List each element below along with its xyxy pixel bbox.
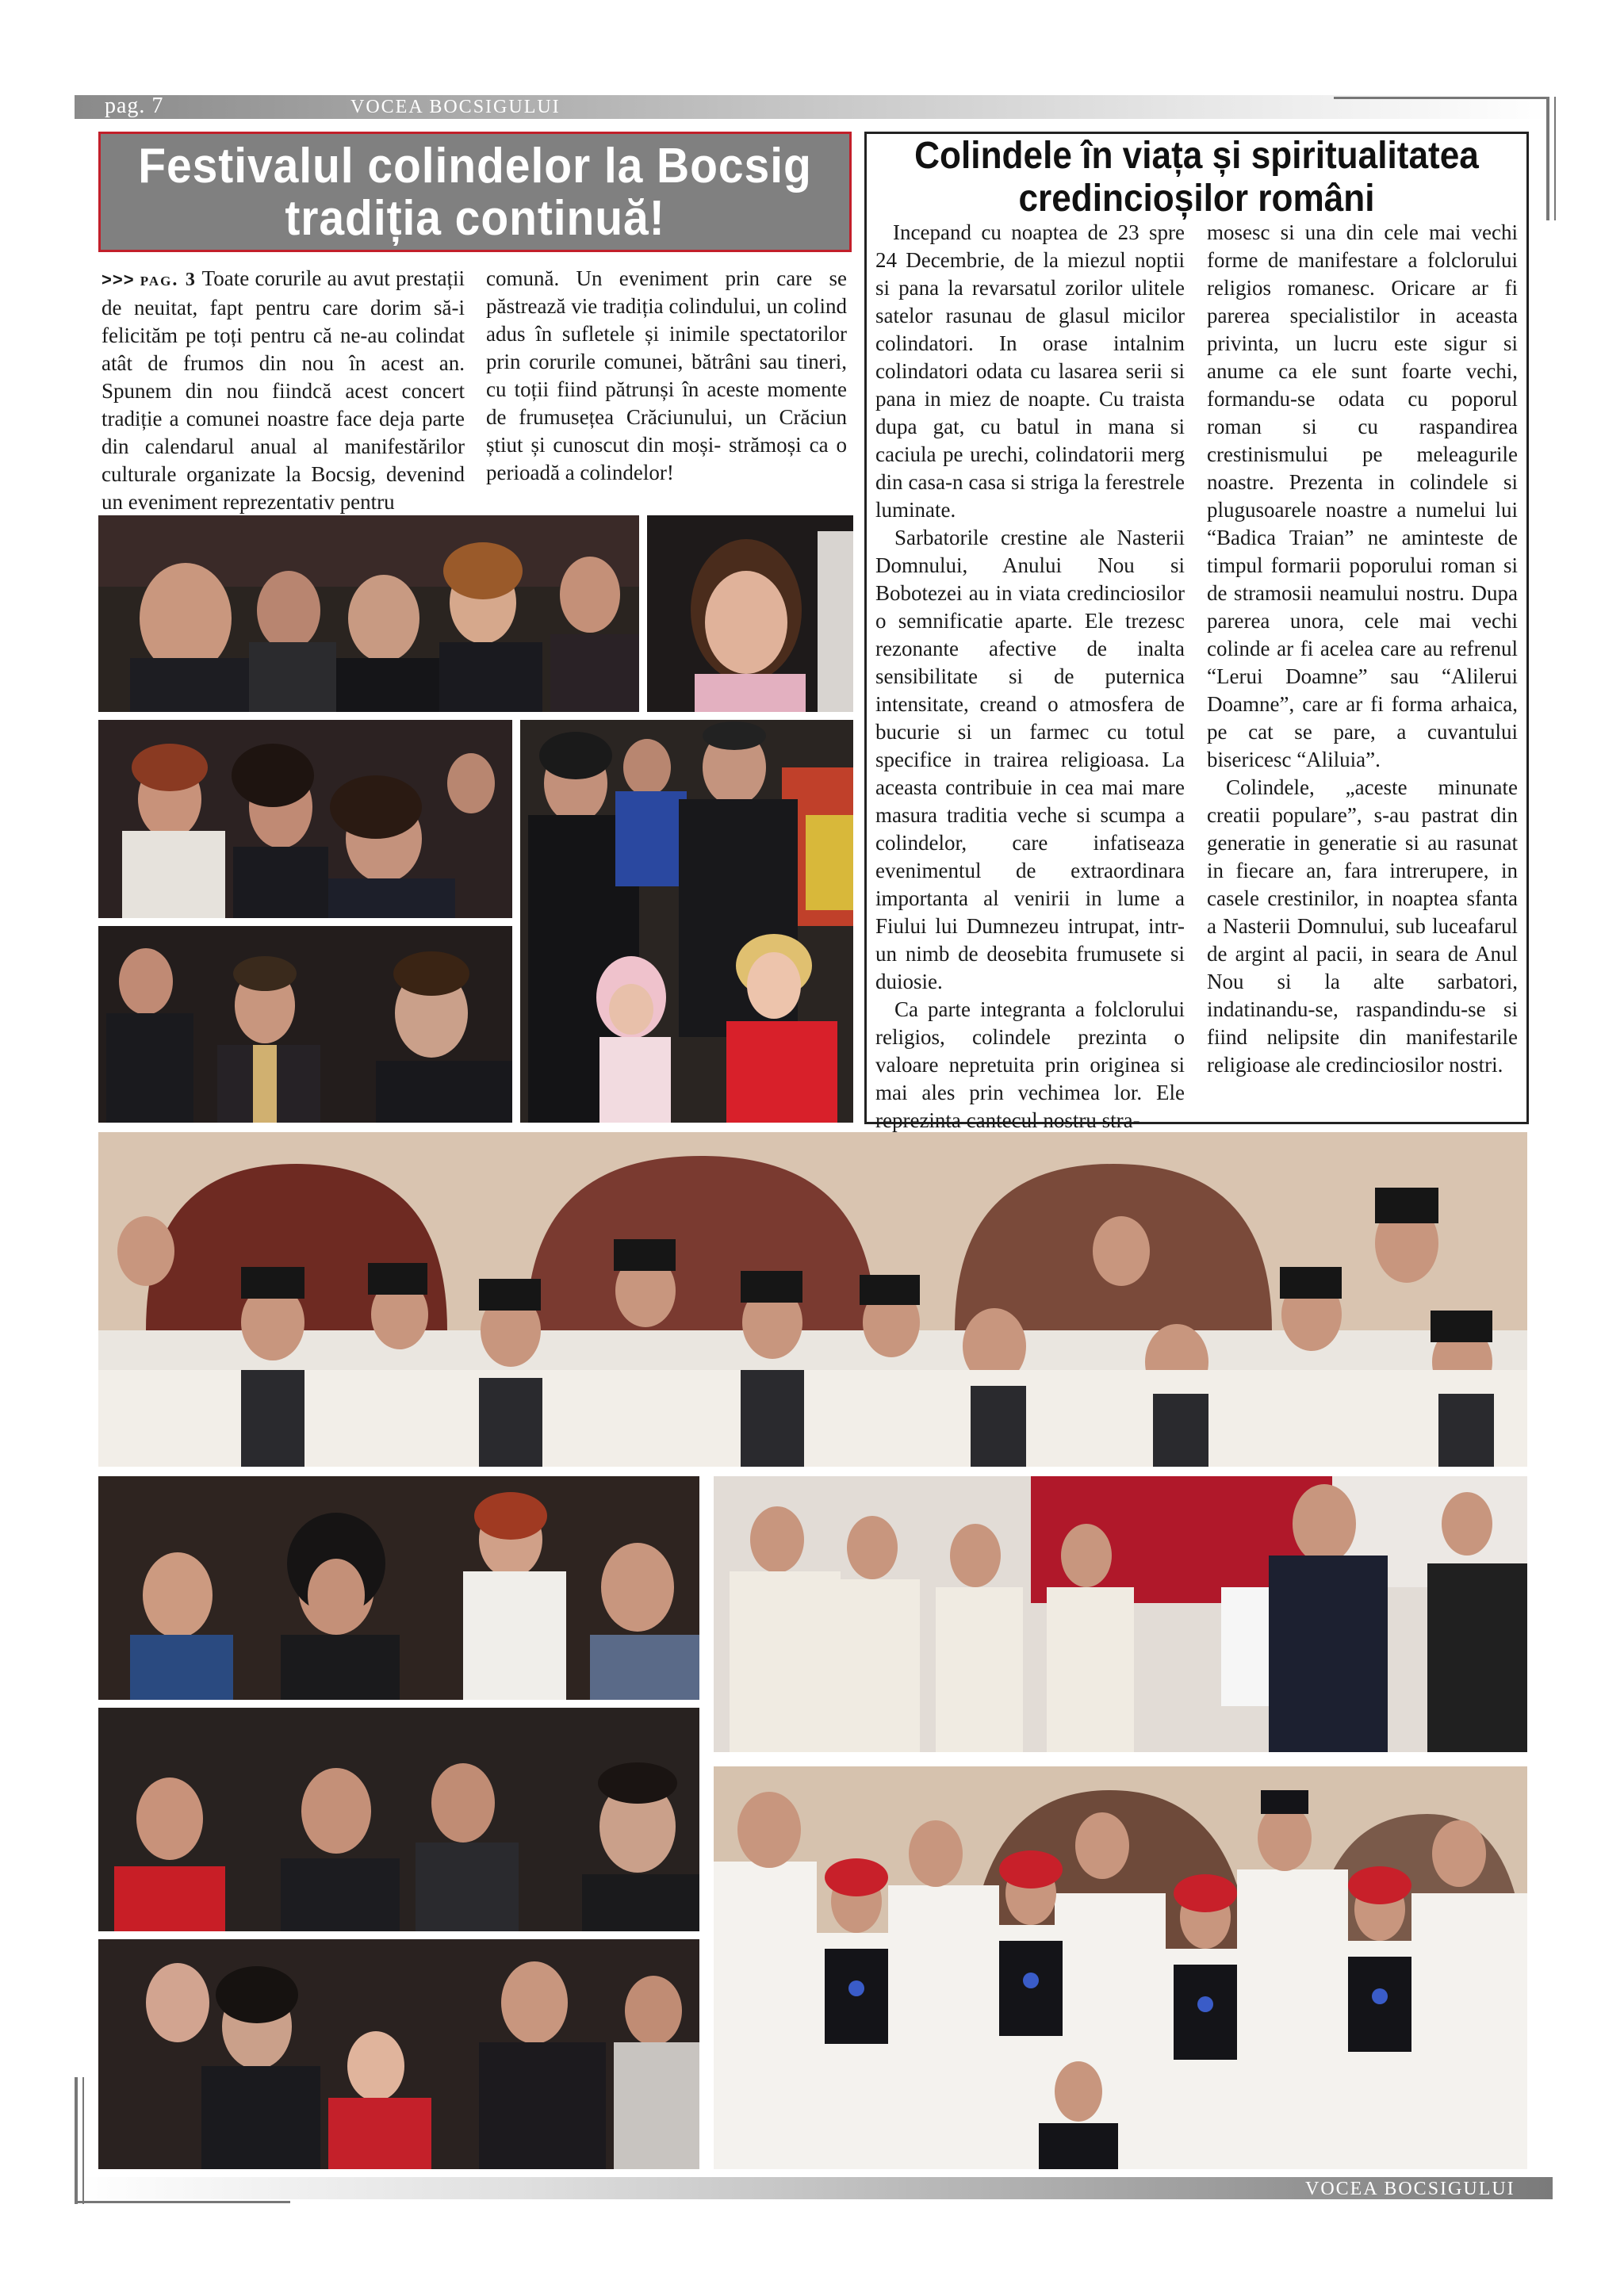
right-article-column-1 <box>875 219 1185 1135</box>
footer-publication-name: VOCEA BOCSIGULUI <box>1305 2179 1515 2199</box>
right-paragraph: Colindele, „aceste minunate creatii populare”, s-au pastrat din generatie in generatie si au rasunat in fiecare an, fara intreruperе, in casele crestinilor, in noaptea sfanta a Nasterii Domnului, sub luceafarul de argint al pacii, in seara de Anul Nou si la alte sarbatori, indatinandu-se, raspandindu-se si fiind nelipsite din manifestarile religioase ale credinciosilor nostri. <box>1207 775 1518 1077</box>
photo-youth-folk-costumes <box>714 1766 1527 2169</box>
photo-audience-front-row <box>98 515 639 712</box>
right-paragraph: Incepand cu noaptea de 23 spre 24 Decembrie, de la miezul noptii si pana la revarsatul zorilor ulitele satelor rasunau de glasul micilor colindatori. In orase intalnim colindatori odata cu lasarea serii si pana in miez de noapte. Cu traista dupa gat, cu batul in mana si caciula pe urechi, colindatorii merg din casa-n casa si striga la ferestrele luminate. <box>875 220 1185 522</box>
footer-corner-rule-vertical <box>75 2077 78 2204</box>
photo-audience-men-red-jacket <box>98 1708 699 1931</box>
photo-audience-families <box>98 1476 699 1700</box>
continuation-page-ref: pag. 3 <box>140 270 197 290</box>
left-article-column-2: comună. Un eveniment prin care se păstrează vie tradiția colindului, un colind adus în sufletele și inimile spectatorilor prin corurile comunei, bătrâni sau tineri, cu toții fiind pătrunși în aceste momente de frumusețea Crăciunului, un Crăciun știut și cunoscut din moși- strămoși ca o perioadă a colindelor! <box>486 266 847 484</box>
photo-audience-children <box>98 1939 699 2169</box>
left-title-line-1: Festivalul colindelor la Bocsig <box>138 139 812 193</box>
left-article-title <box>131 134 819 245</box>
right-paragraph: Ca parte integranta a folclorului religios, colindele prezinta o valoare nepretuita prin originea si mai ales prin vechimea lor. Ele reprezinta cantecul nostru stra- <box>875 997 1185 1132</box>
footer-corner-rule-vertical-thin <box>82 2077 84 2204</box>
photo-carolers-group <box>98 1132 1527 1467</box>
left-title-line-2: tradiția continuă! <box>285 191 665 246</box>
right-title-line-2: credincioșilor români <box>1018 178 1375 220</box>
left-article-column-1 <box>102 265 465 516</box>
right-paragraph: mosesc si una din cele mai vechi forme de manifestare a folclorului religios romanesc. Oricare ar fi parerea specialistilor in aceasta privinta, un lucru este sigur si anume ca ele sunt foarte vechi, formandu-se odata cu poporul roman si cu raspandirea crestinismului pe meleagurile noastre. Prezenta in colindele si plugusoarele noastre a numelui lui “Badica Traian” ne aminteste de timpul formarii poporului roman si de stramosii neamului nostru. Dupa parerea unora, cele mai vechi colinde ar fi acelea care au refrenul “Lerui Doamne” sau “Alilerui Doamne”, care ar fi forma arhaica, pe cat se pare, a cuvantului bisericesc “Aliluia”. <box>1207 220 1518 771</box>
continuation-arrows: >>> <box>102 270 135 289</box>
photo-family-with-children <box>520 720 853 1123</box>
header-corner-rule-vertical <box>1546 97 1549 220</box>
photo-audience-men <box>98 926 512 1123</box>
right-title-line-1: Colindele în viața și spiritualitatea <box>914 135 1479 177</box>
header-publication-name: VOCEA BOCSIGULUI <box>350 97 561 117</box>
right-article-column-2 <box>1207 219 1518 1079</box>
header-band <box>75 95 1553 119</box>
photo-girl-smiling <box>647 515 853 712</box>
photo-audience-women <box>98 720 512 918</box>
footer-corner-rule <box>75 2201 290 2203</box>
left-article-text-1: Toate corurile au avut prestații de neuitat, fapt pentru care dorim să-i felicităm pe toți pentru că ne-au colindat atât de frumos din nou în acest an. Spunem din nou fiindcă acest concert tradiție a comunei noastre face deja parte din calendarul anual al manifestărilor culturale organizate la Bocsig, devenind un eveniment reprezentativ pentru <box>102 266 465 514</box>
header-corner-rule-vertical-thin <box>1554 97 1556 220</box>
right-article-title <box>895 135 1498 220</box>
header-corner-rule <box>1334 97 1549 99</box>
right-paragraph: Sarbatorile crestine ale Nasterii Domnului, Anului Nou si Bobotezei au in viata credinciosilor o semnificatie aparte. Ele trezesc rezonante afective de inalta sensibilitate si de puternica intensitate, creand o atmosfera de bucurie si un farmec cu totul specifice in trairea religioasa. La aceasta contribuie in cea mai mare masura traditia veche si scumpa a colindelor, care infatiseaza evenimentul de extraordinara importanta al venirii in lume a Fiului lui Dumnezeu intrupat, intr-un nimb de deosebita frumusete si duiosie. <box>875 526 1185 993</box>
photo-award-ceremony <box>714 1476 1527 1752</box>
page-number: pag. 7 <box>105 94 164 118</box>
left-article-title-box <box>98 132 852 252</box>
